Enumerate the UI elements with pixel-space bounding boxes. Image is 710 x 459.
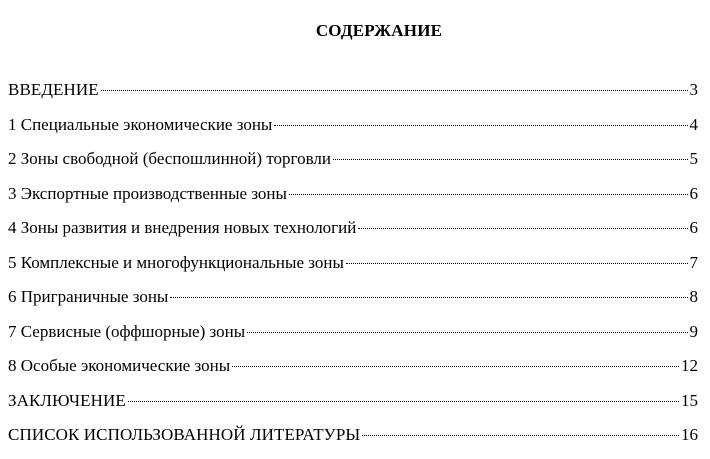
toc-entry-label: 4 Зоны развития и внедрения новых технологий [8,218,357,237]
toc-page-number: 3 [689,80,698,99]
dot-leader [362,435,679,436]
toc-entry-label: ВВЕДЕНИЕ [8,80,99,99]
toc-entry-label: ЗАКЛЮЧЕНИЕ [8,390,126,410]
toc-entry-label: 1 Специальные экономические зоны [8,114,273,134]
dot-leader [170,297,687,298]
toc-entry-label: СПИСОК ИСПОЛЬЗОВАННОЙ ЛИТЕРАТУРЫ [8,425,361,444]
dot-leader [247,332,687,333]
toc-entry-offshore-service-zones [8,321,698,356]
toc-page-number: 6 [689,183,698,203]
toc-entry-label: 6 Приграничные зоны [8,287,169,306]
toc-entry-border-zones [8,286,698,321]
toc-entry-free-trade-zones [8,148,698,183]
toc-list [8,79,698,459]
toc-entry-label: 2 Зоны свободной (беспошлинной) торговли [8,149,331,168]
toc-entry-label: 8 Особые экономические зоны [8,356,231,375]
dot-leader [232,366,679,367]
toc-entry-special-zones [8,355,698,390]
toc-entry-special-economic-zones [8,114,698,149]
toc-page-number: 6 [689,218,698,237]
toc-title: СОДЕРЖАНИЕ [315,21,443,41]
dot-leader [358,228,687,229]
toc-entry-references [8,424,698,459]
toc-entry-conclusion [8,390,698,425]
toc-entry-label: 7 Сервисные (оффшорные) зоны [8,321,246,341]
dot-leader [346,263,688,264]
toc-page-number: 15 [681,390,698,410]
toc-entry-label: 3 Экспортные производственные зоны [8,183,287,203]
toc-entry-complex-multifunctional-zones [8,252,698,287]
toc-page-number: 5 [689,149,698,168]
dot-leader [128,401,679,402]
toc-page-number: 7 [689,252,698,272]
toc-page-number: 8 [689,287,698,306]
toc-page-number: 16 [681,425,698,444]
toc-page-number: 12 [681,356,698,375]
dot-leader [101,90,688,91]
toc-page-number: 9 [689,321,698,341]
dot-leader [289,194,688,195]
dot-leader [274,125,687,126]
dot-leader [333,159,688,160]
toc-entry-label: 5 Комплексные и многофункциональные зоны [8,252,344,272]
toc-entry-export-production-zones [8,183,698,218]
toc-entry-technology-development-zones [8,217,698,252]
toc-entry-introduction [8,79,698,114]
toc-page-number: 4 [689,114,698,134]
